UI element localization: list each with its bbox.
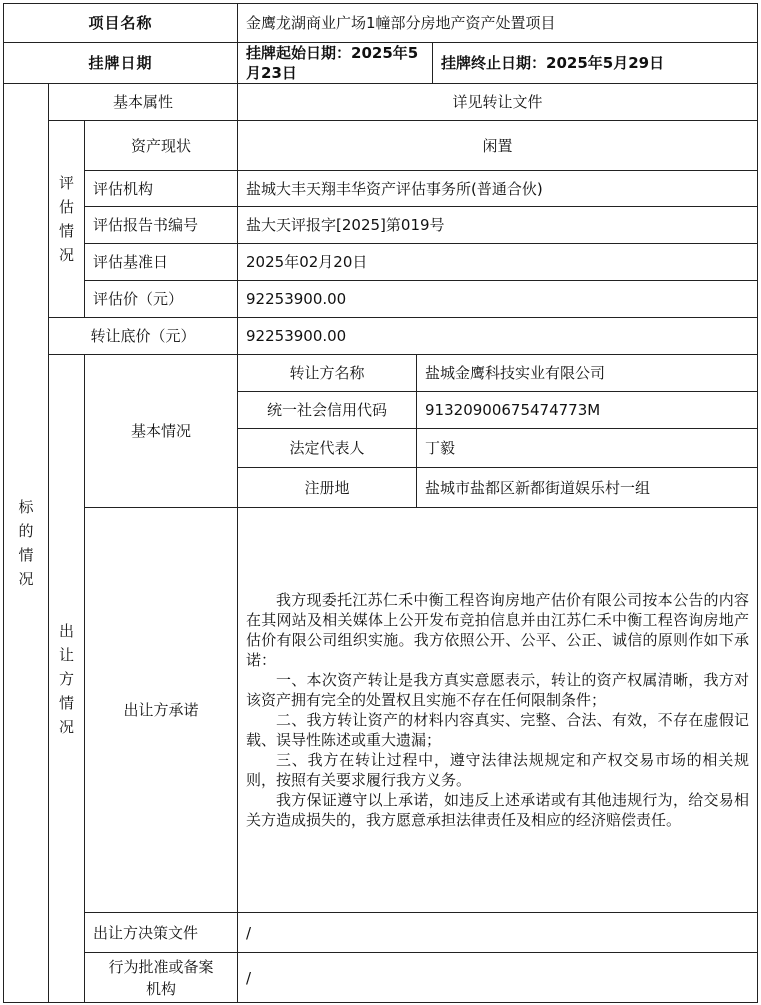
reg-address-value: 盐城市盐都区新都街道娱乐村一组 — [417, 468, 758, 508]
reserve-price-label: 转让底价（元） — [49, 318, 238, 355]
appraisal-price-label: 评估价（元） — [85, 281, 238, 318]
disclosure-table — [3, 3, 758, 1003]
commitment-text — [238, 508, 758, 913]
base-date-label: 评估基准日 — [85, 244, 238, 281]
subject-label-text: 标的情况 — [18, 498, 34, 588]
project-row — [4, 4, 758, 43]
report-no-label: 评估报告书编号 — [85, 207, 238, 244]
basic-attr-row — [4, 84, 758, 121]
appraisal-org-label: 评估机构 — [85, 171, 238, 207]
appraisal-org-value: 盐城大丰天翔丰华资产评估事务所(普通合伙) — [238, 171, 758, 207]
appraisal-price-row — [4, 281, 758, 318]
credit-code-label: 统一社会信用代码 — [238, 392, 417, 429]
transferor-group-text: 出让方情况 — [58, 621, 74, 736]
project-value: 金鹰龙湖商业广场1幢部分房地产资产处置项目 — [238, 4, 758, 43]
transferor-name-value: 盐城金鹰科技实业有限公司 — [417, 355, 758, 392]
decision-doc-value: / — [238, 913, 758, 953]
reserve-price-value: 92253900.00 — [238, 318, 758, 355]
asset-status-row — [4, 121, 758, 171]
decision-doc-label: 出让方决策文件 — [85, 913, 238, 953]
commitment-row — [4, 508, 758, 913]
basic-attr-value: 详见转让文件 — [238, 84, 758, 121]
subject-label — [4, 84, 49, 1003]
commitment-label: 出让方承诺 — [85, 508, 238, 913]
approval-org-value: / — [238, 953, 758, 1003]
credit-code-value: 91320900675474773M — [417, 392, 758, 429]
commitment-paragraph: 二、我方转让资产的材料内容真实、完整、合法、有效，不存在虚假记载、误导性陈述或重大遗漏； — [246, 711, 750, 749]
commitment-paragraph: 我方保证遵守以上承诺，如违反上述承诺或有其他违规行为，给交易相关方造成损失的，我方愿意承担法律责任及相应的经济赔偿责任。 — [246, 791, 750, 829]
listing-start: 挂牌起始日期：2025年5月23日 — [238, 43, 433, 84]
approval-org-label: 行为批准或备案机构 — [85, 953, 238, 1003]
appraisal-group-label — [49, 121, 85, 318]
appraisal-group-text: 评估情况 — [58, 174, 74, 264]
approval-org-row — [4, 953, 758, 1003]
appraisal-org-row — [4, 171, 758, 207]
commitment-paragraph: 三、我方在转让过程中，遵守法律法规规定和产权交易市场的相关规则，按照有关要求履行我方义务。 — [246, 751, 750, 789]
asset-status-label: 资产现状 — [85, 121, 238, 171]
transferor-name-label: 转让方名称 — [238, 355, 417, 392]
base-date-row — [4, 244, 758, 281]
report-no-row — [4, 207, 758, 244]
transferor-name-row — [4, 355, 758, 392]
transferor-basic-label: 基本情况 — [85, 355, 238, 508]
legal-rep-label: 法定代表人 — [238, 429, 417, 468]
listing-label: 挂牌日期 — [4, 43, 238, 84]
base-date-value: 2025年02月20日 — [238, 244, 758, 281]
reserve-price-row — [4, 318, 758, 355]
commitment-paragraph: 我方现委托江苏仁禾中衡工程咨询房地产估价有限公司按本公告的内容在其网站及相关媒体上公开发布竞拍信息并由江苏仁禾中衡工程咨询房地产估价有限公司组织实施。我方依照公开、公平、公正、诚信的原则作如下承诺： — [246, 591, 750, 669]
transferor-group-label — [49, 355, 85, 1003]
decision-doc-row — [4, 913, 758, 953]
project-label: 项目名称 — [4, 4, 238, 43]
appraisal-price-value: 92253900.00 — [238, 281, 758, 318]
asset-status-value: 闲置 — [238, 121, 758, 171]
listing-end: 挂牌终止日期：2025年5月29日 — [433, 43, 758, 84]
basic-attr-label: 基本属性 — [49, 84, 238, 121]
listing-row — [4, 43, 758, 84]
legal-rep-value: 丁毅 — [417, 429, 758, 468]
report-no-value: 盐大天评报字[2025]第019号 — [238, 207, 758, 244]
commitment-paragraph: 一、本次资产转让是我方真实意愿表示，转让的资产权属清晰，我方对该资产拥有完全的处置权且实施不存在任何限制条件； — [246, 671, 750, 709]
reg-address-label: 注册地 — [238, 468, 417, 508]
